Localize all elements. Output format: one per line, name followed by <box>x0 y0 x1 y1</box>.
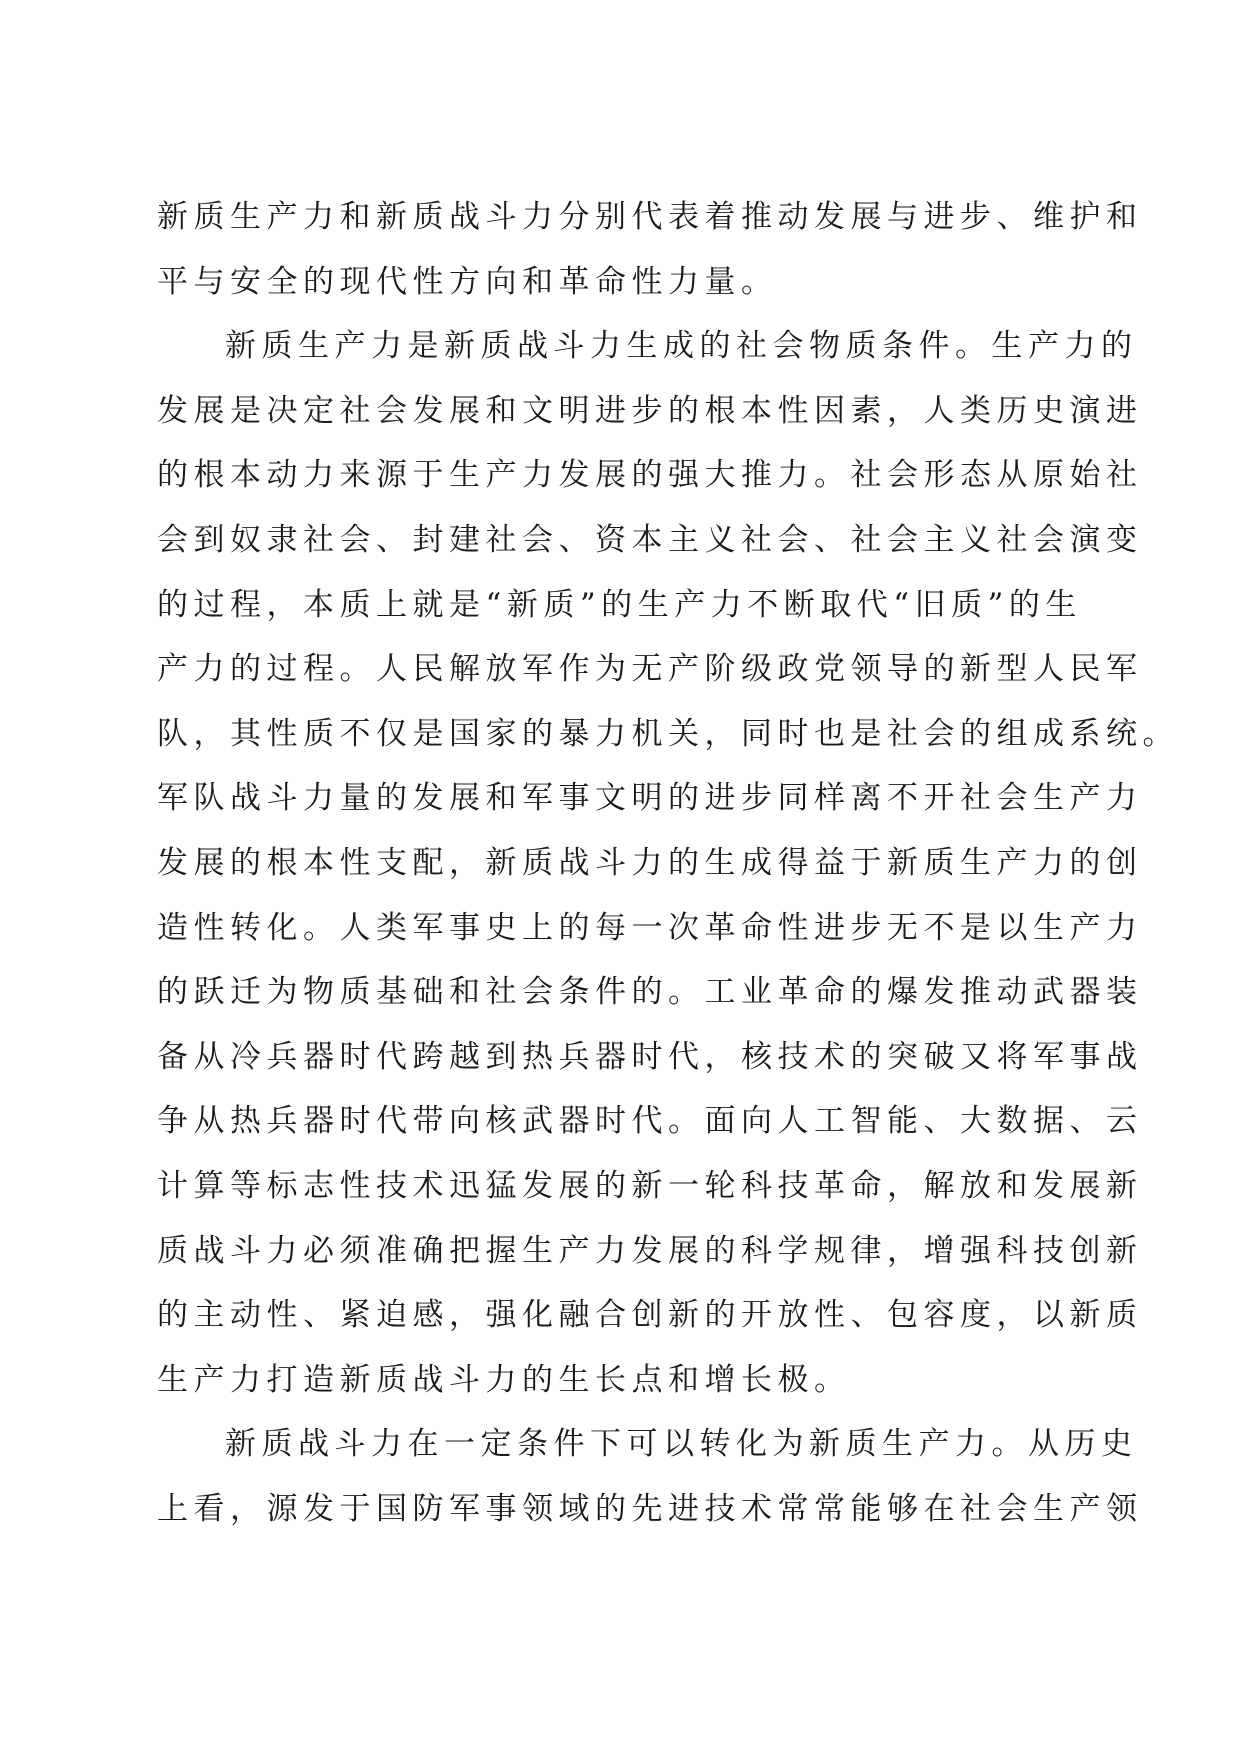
text-line: 的主动性、紧迫感，强化融合创新的开放性、包容度，以新质 <box>157 1297 1143 1334</box>
text-line: 质战斗力必须准确把握生产力发展的科学规律，增强科技创新 <box>157 1232 1143 1269</box>
text-line: 的根本动力来源于生产力发展的强大推力。社会形态从原始社 <box>157 457 1143 494</box>
text-line: 的跃迁为物质基础和社会条件的。工业革命的爆发推动武器装 <box>157 974 1143 1011</box>
text-line: 新质生产力和新质战斗力分别代表着推动发展与进步、维护和 <box>157 199 1143 235</box>
text-line: 造性转化。人类军事史上的每一次革命性进步无不是以生产力 <box>157 909 1143 946</box>
text-line: 计算等标志性技术迅猛发展的新一轮科技革命，解放和发展新 <box>157 1167 1143 1204</box>
text-line: 上看，源发于国防军事领域的先进技术常常能够在社会生产领 <box>157 1490 1143 1527</box>
text-line: 军队战斗力量的发展和军事文明的进步同样离不开社会生产力 <box>157 780 1143 817</box>
body-text <box>157 185 1179 1541</box>
text-line: 队，其性质不仅是国家的暴力机关，同时也是社会的组成系统。 <box>157 715 1179 752</box>
text-line: 争从热兵器时代带向核武器时代。面向人工智能、大数据、云 <box>157 1103 1143 1140</box>
text-line: 平与安全的现代性方向和革命性力量。 <box>157 263 778 300</box>
paragraph-first-line: 新质生产力是新质战斗力生成的社会物质条件。生产力的 <box>225 328 1138 365</box>
paragraph-first-line: 新质战斗力在一定条件下可以转化为新质生产力。从历史 <box>225 1426 1138 1463</box>
text-line: 发展的根本性支配，新质战斗力的生成得益于新质生产力的创 <box>157 844 1143 881</box>
text-line: 产力的过程。人民解放军作为无产阶级政党领导的新型人民军 <box>157 651 1143 688</box>
text-line: 发展是决定社会发展和文明进步的根本性因素，人类历史演进 <box>157 392 1143 429</box>
text-line: 的过程，本质上就是“新质”的生产力不断取代“旧质”的生 <box>157 586 1082 623</box>
text-line: 备从冷兵器时代跨越到热兵器时代，核技术的突破又将军事战 <box>157 1038 1143 1075</box>
text-line: 会到奴隶社会、封建社会、资本主义社会、社会主义社会演变 <box>157 521 1143 558</box>
text-line: 生产力打造新质战斗力的生长点和增长极。 <box>157 1361 851 1398</box>
